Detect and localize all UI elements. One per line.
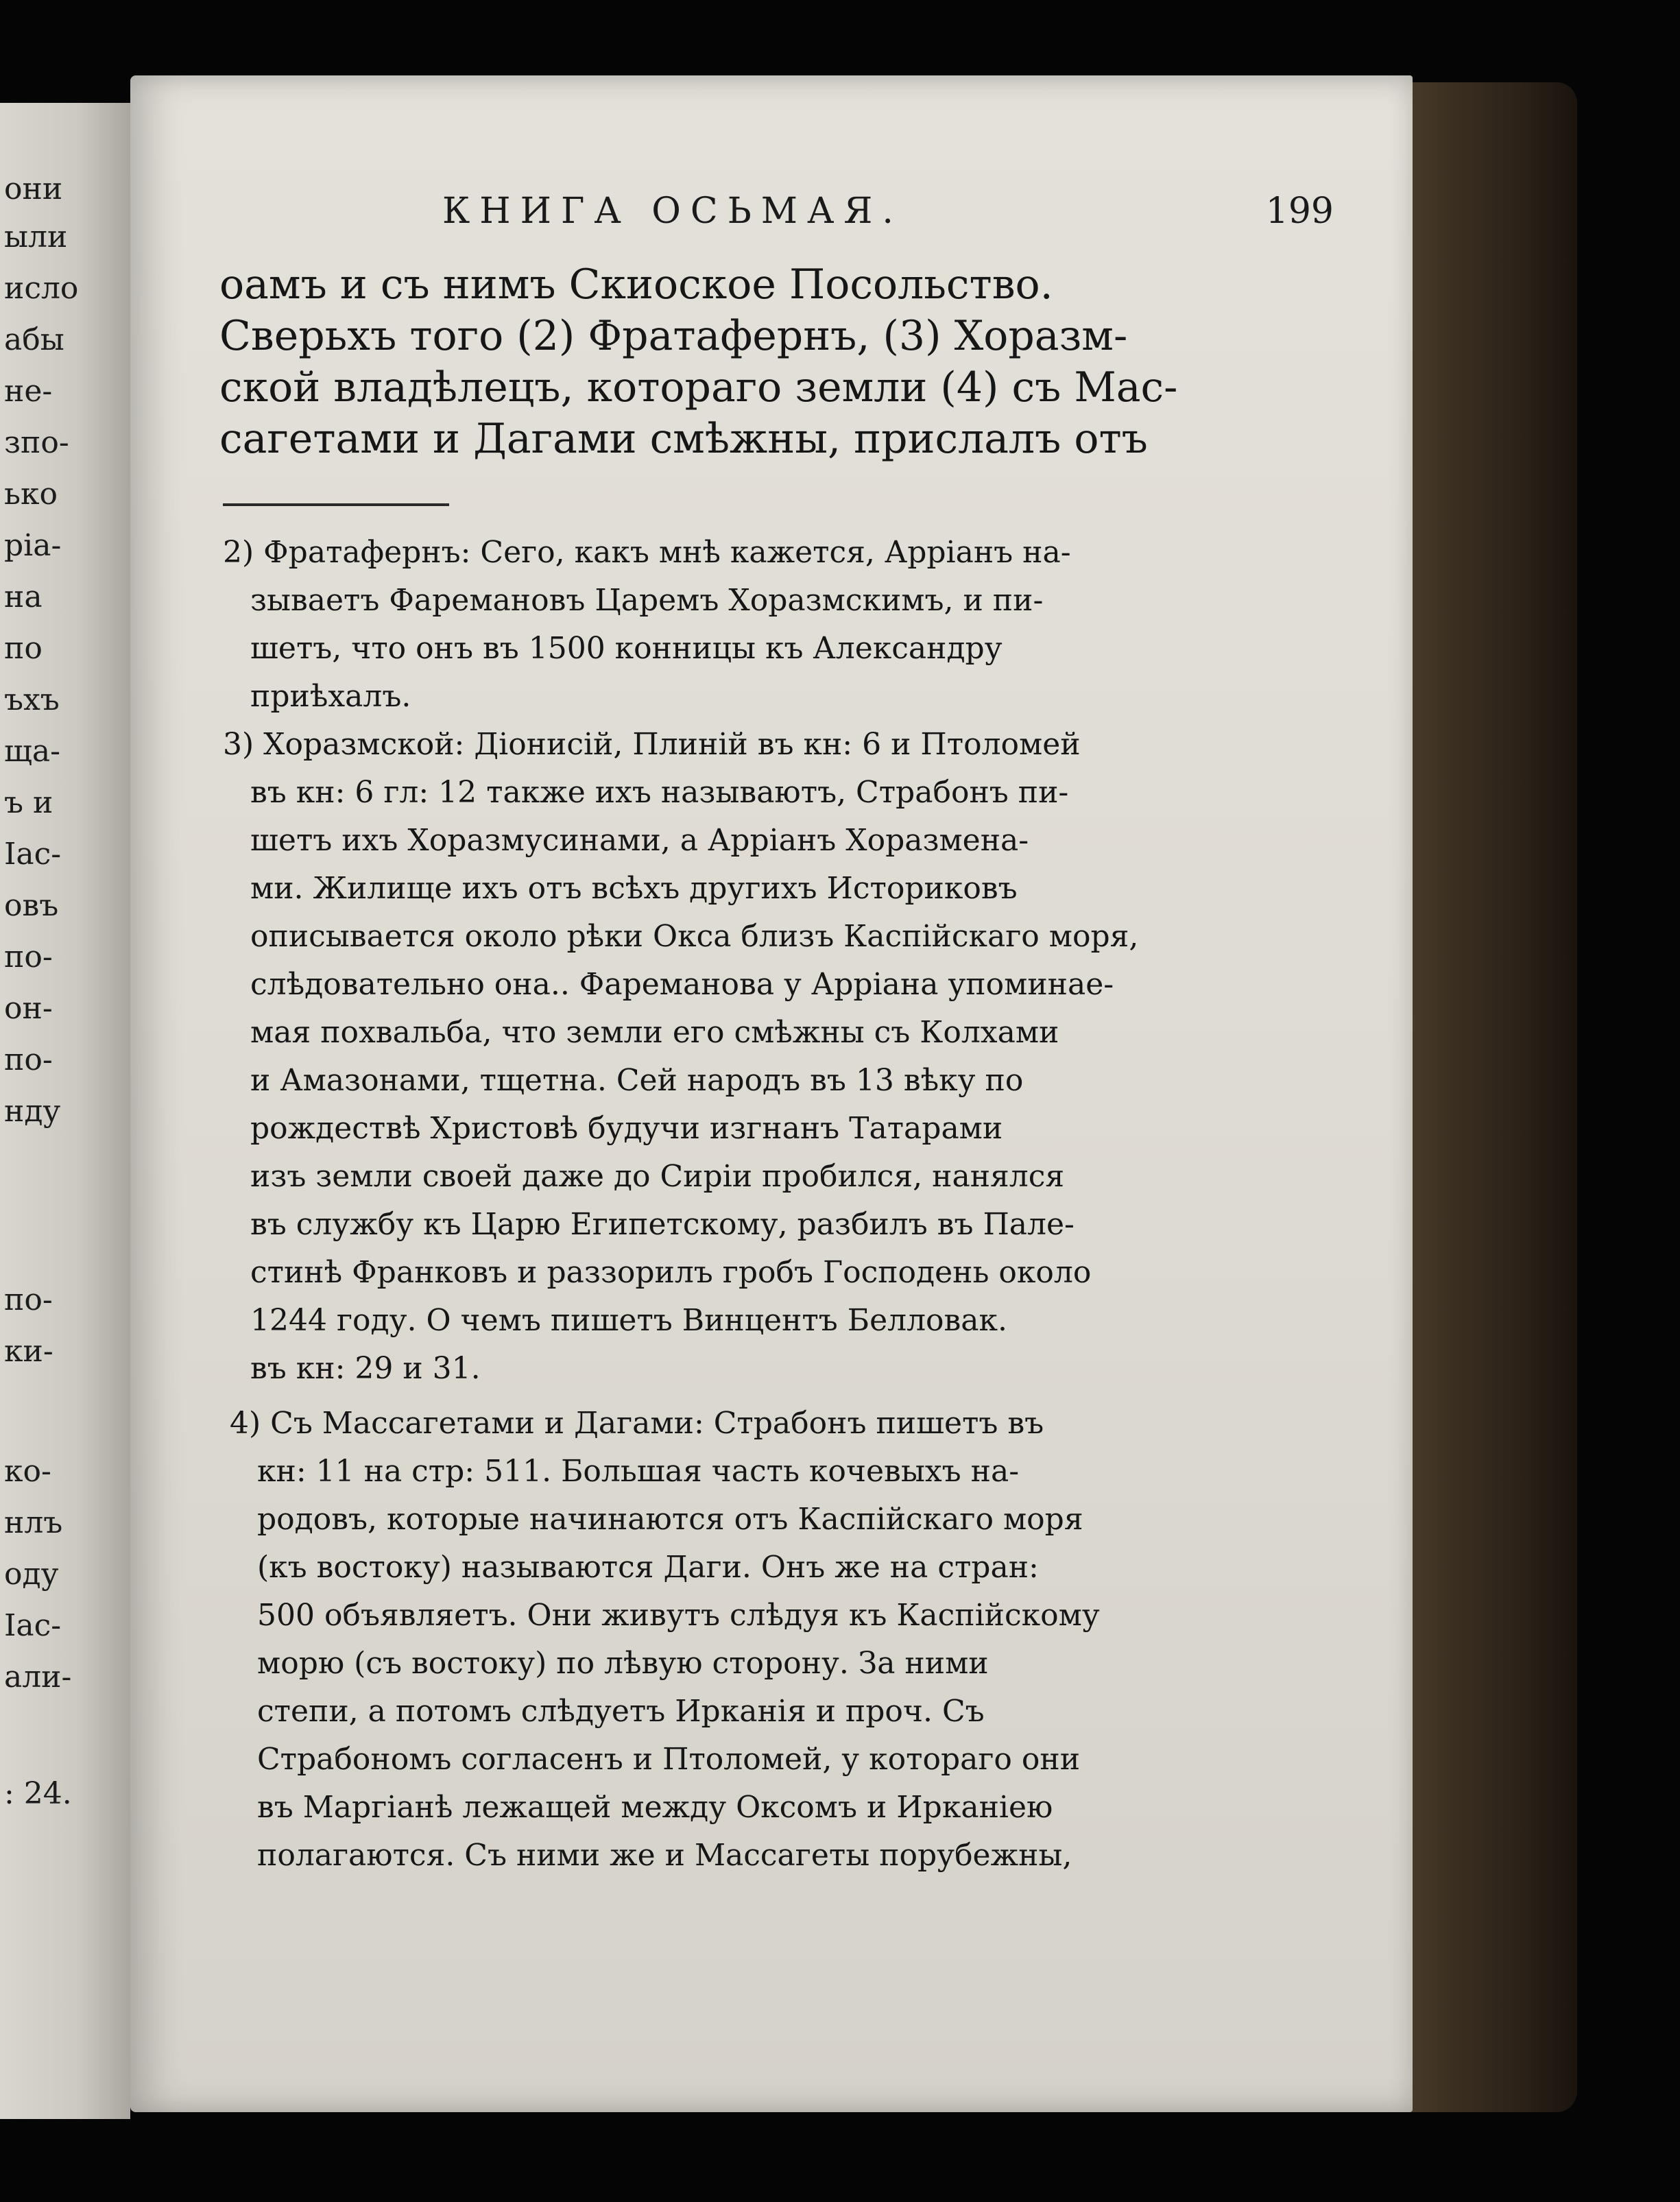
footnote-line: степи, а потомъ слѣдуетъ Ирканія и проч. Съ (257, 1694, 985, 1729)
footnote-line: 1244 году. О чемъ пишетъ Винцентъ Белловак. (250, 1303, 1007, 1338)
page-number: 199 (1265, 191, 1334, 232)
footnote-line: стинѣ Франковъ и раззорилъ гробъ Господень около (250, 1255, 1092, 1290)
body-line: ской владѣлецъ, котораго земли (4) съ Мас- (219, 363, 1178, 411)
body-line: Сверьхъ того (2) Фратафернъ, (3) Хоразм- (219, 312, 1128, 360)
left-page-fragment: ріа- (4, 528, 62, 563)
left-page-fragment: по- (4, 1042, 53, 1077)
left-page-fragment: Іас- (4, 837, 62, 872)
footnote-line: полагаются. Съ ними же и Массагеты порубежны, (257, 1838, 1072, 1873)
footnote-line: родовъ, которые начинаются отъ Каспійскаго моря (257, 1502, 1083, 1537)
left-page-fragment: нду (4, 1094, 61, 1129)
left-page-fragment: они (4, 171, 63, 206)
left-page-fragment: Іас- (4, 1608, 62, 1643)
left-page-fragment: ъхъ (4, 682, 60, 717)
footnote-line: изъ земли своей даже до Сиріи пробился, нанялся (250, 1159, 1065, 1194)
footnote-line: кн: 11 на стр: 511. Большая часть кочевыхъ на- (257, 1454, 1020, 1489)
running-title: КНИГА ОСЬМАЯ. (442, 191, 903, 232)
book-fore-edge (1399, 82, 1577, 2112)
left-page-fragment: он- (4, 991, 53, 1026)
left-page-fragment: овъ (4, 888, 59, 923)
left-page-fragment: абы (4, 322, 64, 357)
footnote-line: морю (съ востоку) по лѣвую сторону. За ними (257, 1646, 989, 1681)
left-page-fragment: по (4, 631, 43, 666)
footnote-line: ми. Жилище ихъ отъ всѣхъ другихъ Историковъ (250, 871, 1018, 906)
body-line: сагетами и Дагами смѣжны, прислалъ отъ (219, 415, 1148, 463)
footnote-line: описывается около рѣки Окса близъ Каспійскаго моря, (250, 919, 1139, 954)
footnote-line: зываетъ Фаремановъ Царемъ Хоразмскимъ, и пи- (250, 583, 1044, 618)
footnote-line: Страбономъ согласенъ и Птоломей, у котораго они (257, 1742, 1081, 1777)
footnote-line: и Амазонами, тщетна. Сей народъ въ 13 вѣку по (250, 1063, 1024, 1098)
left-page-fragment: : 24. (4, 1776, 72, 1811)
left-page-fragment: нлъ (4, 1505, 63, 1540)
left-page-fragment: не- (4, 374, 53, 409)
left-page-fragment: исло (4, 271, 79, 306)
left-page-fragment: ько (4, 477, 58, 512)
footnote-line: шетъ ихъ Хоразмусинами, а Арріанъ Хоразмена- (250, 823, 1029, 858)
footnote-line: 500 объявляетъ. Они живутъ слѣдуя къ Каспійскому (257, 1598, 1100, 1633)
left-page-fragment: ки- (4, 1334, 53, 1369)
footnote-line: мая похвальба, что земли его смѣжны съ Колхами (250, 1015, 1059, 1050)
footnote-separator (223, 503, 449, 506)
body-line: оамъ и съ нимъ Скиоское Посольство. (219, 261, 1053, 309)
left-page-fragment: зпо- (4, 425, 69, 460)
left-page-fragment: по- (4, 1282, 53, 1317)
left-page-fragment: ыли (4, 219, 68, 254)
left-page-fragment: оду (4, 1557, 59, 1592)
left-page-fragment: ко- (4, 1454, 51, 1489)
footnote-line: приѣхалъ. (250, 679, 411, 714)
footnote-line: въ кн: 29 и 31. (250, 1351, 481, 1386)
footnote-line: рождествѣ Христовѣ будучи изгнанъ Татарами (250, 1111, 1003, 1146)
left-page-fragment: али- (4, 1660, 72, 1695)
footnote-line: въ службу къ Царю Египетскому, разбилъ въ Пале- (250, 1207, 1075, 1242)
footnote-line: 3) Хоразмской: Діонисій, Плиній въ кн: 6 и Птоломей (223, 727, 1081, 762)
footnote-line: шетъ, что онъ въ 1500 конницы къ Александру (250, 631, 1003, 666)
left-page-edge (0, 103, 130, 2119)
left-page-fragment: на (4, 579, 43, 614)
book-page (130, 75, 1413, 2112)
left-page-fragment: ща- (4, 734, 61, 769)
footnote-line: 4) Съ Массагетами и Дагами: Страбонъ пишетъ въ (230, 1406, 1044, 1441)
footnote-line: 2) Фратафернъ: Сего, какъ мнѣ кажется, Арріанъ на- (223, 535, 1071, 570)
running-header (442, 191, 1334, 239)
left-page-fragment: по- (4, 940, 53, 974)
left-page-fragment: ъ и (4, 785, 53, 820)
footnote-line: въ кн: 6 гл: 12 также ихъ называютъ, Страбонъ пи- (250, 775, 1069, 810)
footnote-line: слѣдовательно она.. Фареманова у Арріана упоминае- (250, 967, 1114, 1002)
footnote-line: (къ востоку) называются Даги. Онъ же на стран: (257, 1550, 1039, 1585)
footnote-line: въ Маргіанѣ лежащей между Оксомъ и Ирканіею (257, 1790, 1053, 1825)
